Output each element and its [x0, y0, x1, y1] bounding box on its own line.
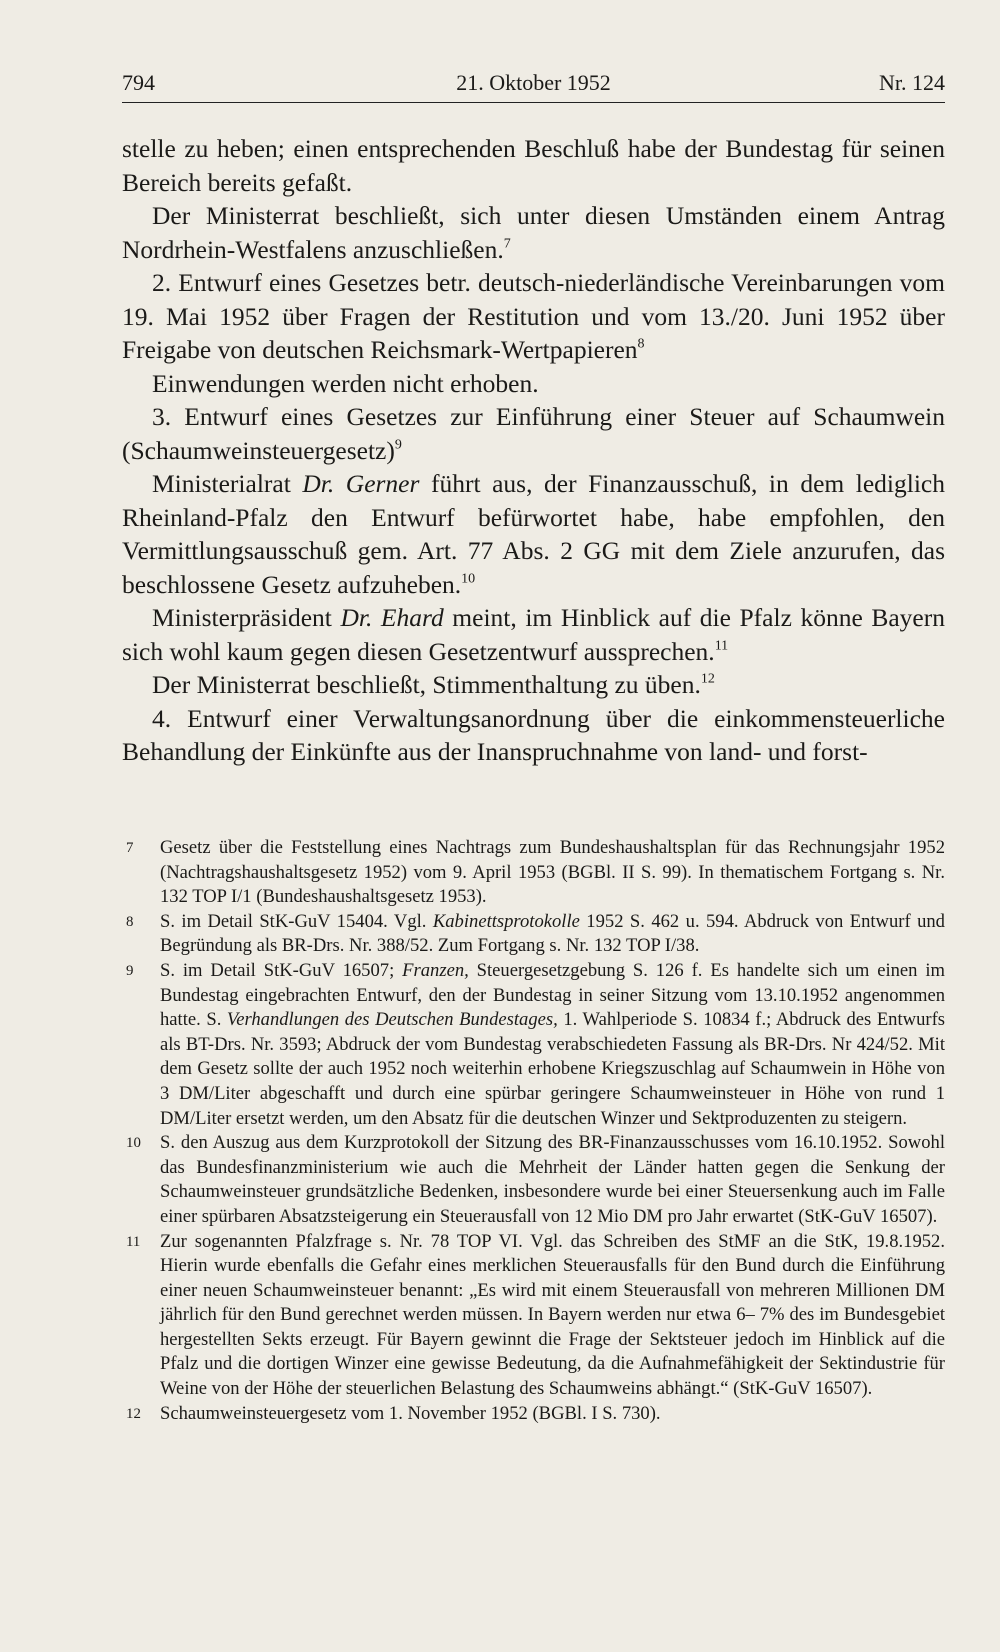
footnote: 7 Gesetz über die Feststellung eines Nachtrags zum Bundeshaushaltsplan für das Rechnungsjahr 1952 (Nachtragshaushaltsgesetz 1952) vom 9. April 1953 (BGBl. II S. 99). In thematischem Fortgang s. Nr. 132 TOP I/1 (Bundeshaushaltsgesetz 1953).	[126, 837, 945, 908]
paragraph: Ministerpräsident Dr. Ehard meint, im Hinblick auf die Pfalz könne Bayern sich wohl kaum gegen diesen Gesetzentwurf aussprechen.$^{11}$	[122, 603, 945, 666]
footnote: 10 S. den Auszug aus dem Kurzprotokoll der Sitzung des BR-Finanzausschusses vom 16.10.1952. Sowohl das Bundesfinanzministerium wie auch die Mehrheit der Länder hatten gegen die Senkung der Schaumweinsteuer grundsätzliche Bedenken, insbesondere wurde bei einer Steuersenkung auch im Falle einer spürbaren Absatzsteigerung ein Steuerausfall von 12 Mio DM pro Jahr erwartet (StK-GuV 16507).	[126, 1132, 945, 1227]
footnote-ref: 11	[714, 637, 729, 653]
person-name: Dr. Ehard	[340, 603, 444, 632]
agenda-item: 4. Entwurf einer Verwaltungsanordnung über die einkommensteuerliche Behandlung der Einkünfte aus der Inanspruchnahme von land- und forst-	[122, 703, 945, 766]
agenda-item: 2. Entwurf eines Gesetzes betr. deutsch-niederländische Vereinbarungen vom 19. Mai 1952 über Fragen der Restitution und vom 13./20. Juni 1952 über Freigabe von deutschen Reichsmark-Wertpapieren$^8$	[122, 268, 945, 364]
agenda-item: 3. Entwurf eines Gesetzes zur Einführung einer Steuer auf Schaumwein (Schaumweinsteuergesetz)$^9$	[122, 402, 945, 465]
paragraph: Einwendungen werden nicht erhoben.	[152, 368, 539, 398]
header-date: 21. Oktober 1952	[456, 70, 611, 95]
paragraph: Der Ministerrat beschließt, sich unter diesen Umständen einem Antrag Nordrhein-Westfalens anzuschließen.$^7$	[122, 201, 945, 264]
issue-number: Nr. 124	[879, 70, 945, 95]
footnote-ref: 8	[637, 336, 645, 352]
footnote: 8 S. im Detail StK-GuV 15404. Vgl. Kabinettsprotokolle 1952 S. 462 u. 594. Abdruck von Entwurf und Begründung als BR-Drs. Nr. 388/52. Zum Fortgang s. Nr. 132 TOP I/38.	[126, 910, 945, 957]
footnote-number: 7	[126, 840, 134, 856]
footnote-number: 12	[126, 1405, 141, 1422]
footnote-number: 9	[126, 962, 134, 979]
footnote-ref: 9	[394, 436, 402, 452]
footnote-ref: 12	[700, 671, 715, 687]
main-text	[122, 132, 945, 769]
footnote-ref: 10	[461, 570, 476, 586]
footnote: 9 S. im Detail StK-GuV 16507; Franzen, Steuergesetzgebung S. 126 f. Es handelte sich um einen im Bundestag eingebrachten Entwurf, den der Bundestag in seiner Sitzung vom 13.10.1952 angenommen hatte. S. Verhandlungen des Deutschen Bundestages, 1. Wahlperiode S. 10834 f.; Abdruck des Entwurfs als BT-Drs. Nr. 3593; Abdruck der vom Bundestag verabschiedeten Fassung als BR-Drs. Nr 424/52. Mit dem Gesetz sollte der auch 1952 noch weiterhin erhobene Kriegszuschlag auf Schaumwein in Höhe von 3 DM/Liter abgeschafft und durch eine spürbar geringere Schaumweinsteuer in Höhe von rund 1 DM/Liter ersetzt werden, um den Absatz für die deutschen Winzer und Sektproduzenten zu steigern.	[126, 959, 945, 1129]
footnote-number: 11	[126, 1233, 141, 1250]
footnote-ref: 7	[503, 235, 511, 251]
paragraph: stelle zu heben; einen entsprechenden Beschluß habe der Bundestag für seinen Bereich bereits gefaßt.	[122, 134, 945, 197]
running-header	[122, 68, 945, 103]
page-number: 794	[122, 70, 155, 95]
footnote-number: 8	[126, 913, 134, 930]
person-name: Dr. Gerner	[302, 469, 420, 498]
footnotes	[122, 836, 945, 1426]
footnote: 12 Schaumweinsteuergesetz vom 1. November 1952 (BGBl. I S. 730).	[122, 1402, 945, 1427]
footnote-number: 10	[126, 1135, 141, 1152]
paragraph: Ministerialrat Dr. Gerner führt aus, der Finanzausschuß, in dem lediglich Rheinland-Pfalz den Entwurf befürwortet habe, habe empfohlen, den Vermittlungsausschuß gem. Art. 77 Abs. 2 GG mit dem Ziele anzurufen, das beschlossene Gesetz aufzuheben.$^{10}$	[122, 469, 945, 599]
footnote: 11 Zur sogenannten Pfalzfrage s. Nr. 78 TOP VI. Vgl. das Schreiben des StMF an die StK, 19.8.1952. Hierin wurde ebenfalls die Gefahr eines merklichen Steuerausfalls für den Bund durch die Einführung einer neuen Schaumweinsteuer benannt: „Es wird mit einem Steuerausfall von mehreren Millionen DM jährlich für den Bund gerechnet werden müssen. In Bayern werden nur etwa 6– 7% des im Bundesgebiet hergestellten Sekts erzeugt. Für Bayern gewinnt die Frage der Sektsteuer jedoch im Hinblick auf die Pfalz und die dortigen Winzer eine gewisse Bedeutung, da die Aufnahmefähigkeit der Sektindustrie für Weine von der Höhe der steuerlichen Belastung des Schaumweins abhängt.“ (StK-GuV 16507).	[126, 1230, 945, 1400]
paragraph: Der Ministerrat beschließt, Stimmenthaltung zu üben.$^{12}$	[152, 670, 715, 699]
